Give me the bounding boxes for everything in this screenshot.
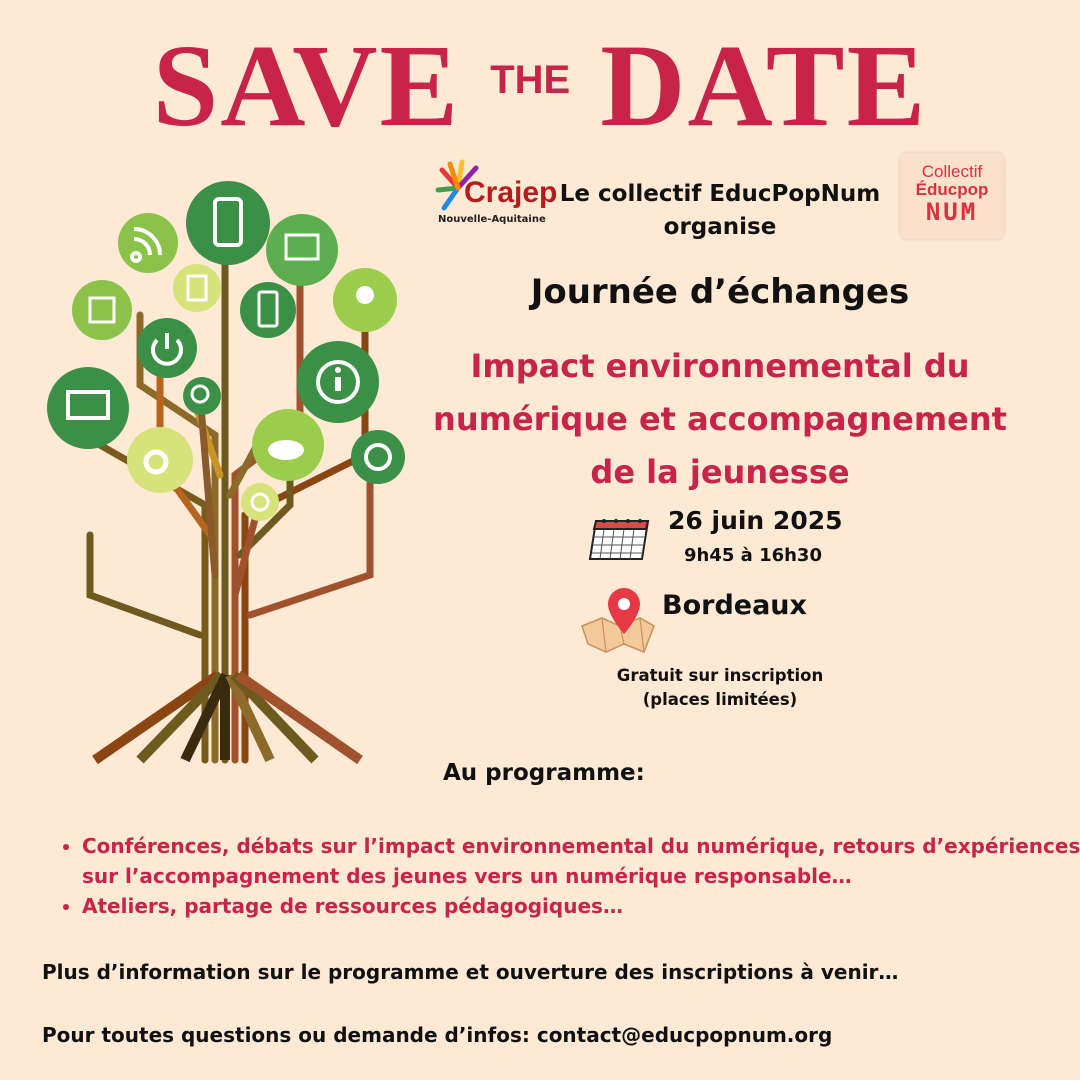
collectif-logo-line-1: Collectif — [921, 162, 983, 181]
crajep-logo — [432, 158, 558, 230]
save-word: SAVE — [152, 20, 461, 151]
contact-text: Pour toutes questions ou demande d’infos: contact@educpopnum.org — [42, 1023, 833, 1047]
event-city: Bordeaux — [662, 590, 807, 621]
collectif-educpopnum-logo — [900, 153, 1004, 239]
date-word: DATE — [600, 20, 928, 151]
tech-tree-illustration — [40, 175, 410, 765]
the-word: THE — [490, 58, 571, 102]
event-hours: 9h45 à 16h30 — [684, 545, 822, 566]
organizer-line-2: organise — [663, 214, 777, 240]
collectif-logo-line-3: NUM — [925, 198, 979, 226]
program-item: • Conférences, débats sur l’impact environnemental du numérique, retours d’expériences sur l’accompagnement des jeunes vers un numérique responsable… — [82, 831, 1080, 891]
save-the-date-heading — [0, 18, 1080, 154]
event-title-line-3: de la jeunesse — [590, 453, 850, 491]
event-date: 26 juin 2025 — [668, 506, 843, 535]
event-title-line-2: numérique et accompagnement — [433, 400, 1007, 438]
event-type: Journée d’échanges — [530, 272, 910, 312]
event-title — [405, 340, 1035, 499]
event-title-line-1: Impact environnemental du — [470, 347, 970, 385]
map-pin-icon — [578, 582, 658, 654]
event-price-line-2: (places limitées) — [642, 690, 798, 709]
program-list — [58, 831, 1080, 921]
organizer-line-1: Le collectif EducPopNum — [559, 181, 881, 207]
collectif-logo-line-2: Éducpop — [915, 180, 989, 199]
event-price-line-1: Gratuit sur inscription — [616, 666, 824, 685]
program-heading: Au programme: — [443, 760, 645, 786]
event-price — [580, 664, 860, 712]
calendar-icon — [588, 513, 650, 561]
crajep-subtitle: Nouvelle-Aquitaine — [438, 214, 546, 225]
organizer-text — [555, 178, 885, 244]
crajep-wordmark: Crajep — [464, 176, 558, 209]
program-item: • Ateliers, partage de ressources pédagogiques… — [82, 891, 1080, 921]
more-info-text: Plus d’information sur le programme et ouverture des inscriptions à venir… — [42, 960, 899, 984]
